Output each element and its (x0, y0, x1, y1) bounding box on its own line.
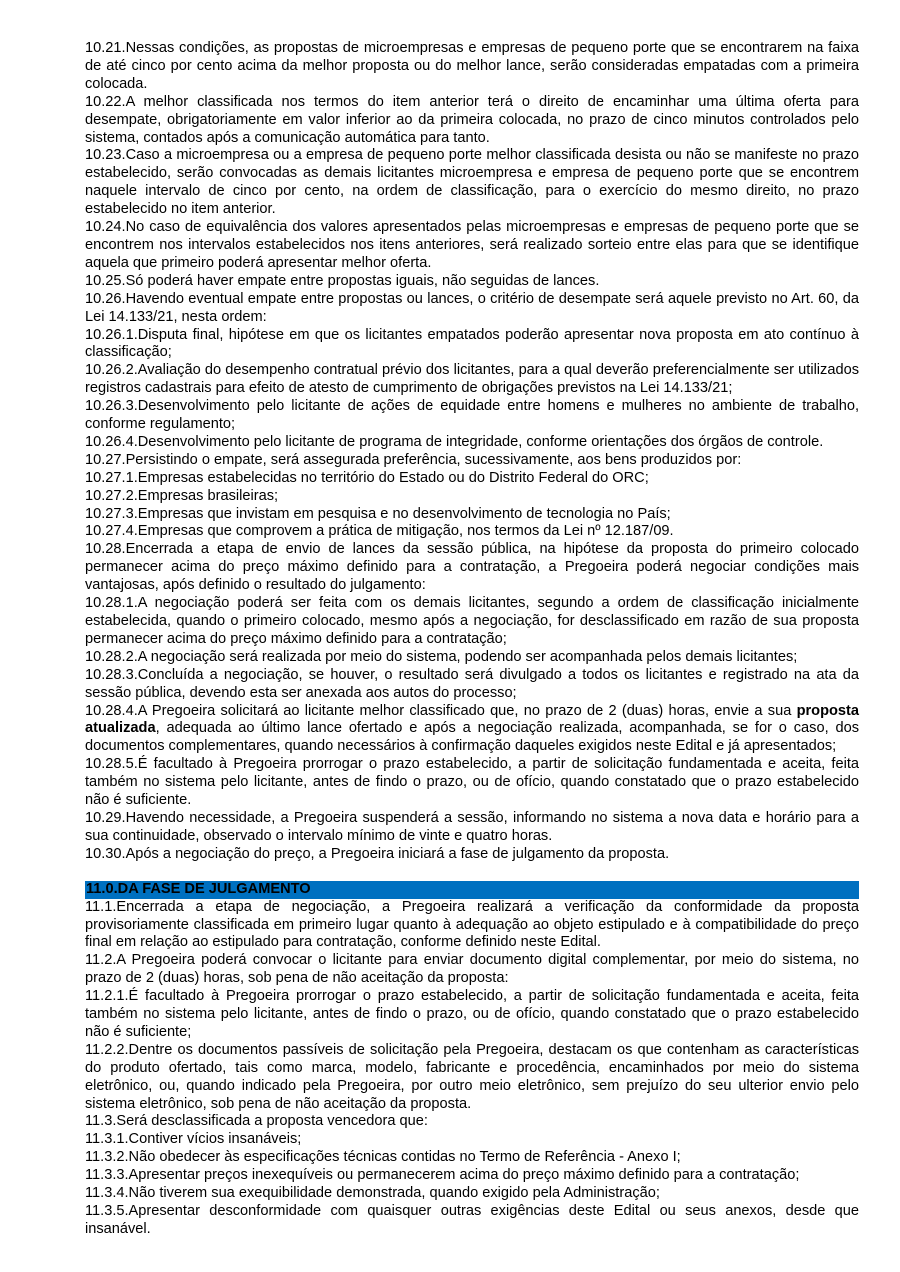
document-page (85, 40, 859, 1239)
section-11-items (85, 899, 859, 1239)
paragraph: 10.27.3.Empresas que invistam em pesquisa e no desenvolvimento de tecnologia no País; (85, 505, 671, 522)
paragraph: 11.2.A Pregoeira poderá convocar o licitante para enviar documento digital complementar, por meio do sistema, no prazo de 2 (duas) horas, sob pena de não aceitação da proposta: (85, 952, 859, 987)
paragraph: 10.27.1.Empresas estabelecidas no território do Estado ou do Distrito Federal do ORC; (85, 469, 649, 486)
section-heading: 11.0.DA FASE DE JULGAMENTO (85, 881, 859, 899)
paragraph: 10.28.2.A negociação será realizada por meio do sistema, podendo ser acompanhada pelos demais licitantes; (85, 648, 798, 665)
section-10-items (85, 40, 859, 703)
paragraph: 11.3.2.Não obedecer às especificações técnicas contidas no Termo de Referência - Anexo I; (85, 1149, 681, 1166)
paragraph: 10.28.Encerrada a etapa de envio de lances da sessão pública, na hipótese da proposta do primeiro colocado permanecer acima do preço máximo definido para a contratação, a Pregoeira poderá negociar condições mais vantajosas, após definido o resultado do julgamento: (85, 541, 859, 594)
paragraph: 11.2.1.É facultado à Pregoeira prorrogar o prazo estabelecido, a partir de solicitação fundamentada e aceita, feita também no sistema pelo licitante, antes de findo o prazo, ou de ofício, quando constatado que o prazo estabelecido não é suficiente; (85, 988, 859, 1040)
paragraph: 10.26.Havendo eventual empate entre propostas ou lances, o critério de desempate será aquele previsto no Art. 60, da Lei 14.133/21, nesta ordem: (85, 290, 859, 325)
paragraph: 10.25.Só poderá haver empate entre propostas iguais, não seguidas de lances. (85, 272, 600, 289)
paragraph: 10.28.5.É facultado à Pregoeira prorrogar o prazo estabelecido, a partir de solicitação fundamentada e aceita, feita também no sistema pelo licitante, antes de findo o prazo, ou de ofício, quando constatado que o prazo estabelecido não é suficiente. (85, 756, 859, 809)
paragraph: 10.26.2.Avaliação do desempenho contratual prévio dos licitantes, para a qual deverão preferencialmente ser utilizados registros cadastrais para efeito de atesto de cumprimento de obrigações previstos na Lei 14.133/21; (85, 362, 859, 397)
bold-text: proposta atualizada (85, 702, 859, 737)
paragraph: 10.29.Havendo necessidade, a Pregoeira suspenderá a sessão, informando no sistema a nova data e horário para a sua continuidade, observado o intervalo mínimo de vinte e quatro horas. (85, 809, 859, 844)
paragraph: 10.26.3.Desenvolvimento pelo licitante de ações de equidade entre homens e mulheres no ambiente de trabalho, conforme regulamento; (85, 398, 859, 433)
paragraph: 10.27.2.Empresas brasileiras; (85, 487, 279, 504)
paragraph: 11.3.1.Contiver vícios insanáveis; (85, 1131, 302, 1148)
paragraph: 10.28.1.A negociação poderá ser feita com os demais licitantes, segundo a ordem de classificação inicialmente estabelecida, quando o primeiro colocado, mesmo após a negociação, for desclassificado em razão de sua proposta permanecer acima do preço máximo definido para a contratação; (85, 595, 859, 647)
paragraph: 11.1.Encerrada a etapa de negociação, a Pregoeira realizará a verificação da conformidade da proposta provisoriamente classificada em primeiro lugar quanto à adequação ao objeto estipulado e à compatibilidade do preço final em relação ao estipulado para contratação, conforme definido neste Edital. (85, 898, 859, 951)
paragraph: 10.26.4.Desenvolvimento pelo licitante de programa de integridade, conforme orientações dos órgãos de controle. (85, 433, 824, 450)
paragraph: 10.22.A melhor classificada nos termos do item anterior terá o direito de encaminhar uma última oferta para desempate, obrigatoriamente em valor inferior ao da primeira colocada, no prazo de cinco minutos controlados pelo sistema, contados após a comunicação automática para tanto. (85, 93, 859, 146)
paragraph: 10.23.Caso a microempresa ou a empresa de pequeno porte melhor classificada desista ou não se manifeste no prazo estabelecido, serão convocadas as demais licitantes microempresa e empresa de pequeno porte que se encontrem naquele intervalo de cinco por cento, na ordem de classificação, para o exercício do mesmo direito, no prazo estabelecido no item anterior. (85, 147, 859, 218)
spacer (85, 864, 859, 881)
paragraph: 11.3.4.Não tiverem sua exequibilidade demonstrada, quando exigido pela Administração; (85, 1185, 660, 1202)
paragraph: 11.3.5.Apresentar desconformidade com quaisquer outras exigências deste Edital ou seus anexos, desde que insanável. (85, 1203, 859, 1237)
paragraph: 11.2.2.Dentre os documentos passíveis de solicitação pela Pregoeira, destacam os que contenham as características do produto ofertado, tais como marca, modelo, fabricante e procedência, encaminhados por meio do sistema eletrônico, ou, quando indicado pela Pregoeira, por outro meio eletrônico, sem prejuízo do seu ulterior envio pelo sistema eletrônico, sob pena de não aceitação da proposta. (85, 1041, 859, 1112)
paragraph-10-28-4 (85, 703, 859, 757)
paragraph: 11.3.Será desclassificada a proposta vencedora que: (85, 1113, 428, 1130)
paragraph: 10.24.No caso de equivalência dos valores apresentados pelas microempresas e empresas de pequeno porte que se encontrem nos intervalos estabelecidos nos itens anteriores, será realizado sorteio entre elas para que se identifique aquela que primeiro poderá apresentar melhor oferta. (85, 219, 859, 271)
paragraph: 10.27.Persistindo o empate, será assegurada preferência, sucessivamente, aos bens produzidos por: (85, 451, 742, 468)
paragraph: 10.30.Após a negociação do preço, a Pregoeira iniciará a fase de julgamento da proposta. (85, 845, 670, 862)
paragraph: 10.27.4.Empresas que comprovem a prática de mitigação, nos termos da Lei nº 12.187/09. (85, 523, 674, 540)
section-10-end-items (85, 756, 859, 863)
paragraph: 10.28.3.Concluída a negociação, se houver, o resultado será divulgado a todos os licitantes e registrado na ata da sessão pública, devendo esta ser anexada aos autos do processo; (85, 666, 859, 701)
paragraph: 10.21.Nessas condições, as propostas de microempresas e empresas de pequeno porte que se encontrarem na faixa de até cinco por cento acima da melhor proposta ou do melhor lance, serão consideradas empatadas com a primeira colocada. (85, 40, 859, 92)
paragraph-text: 10.28.4.A Pregoeira solicitará ao licitante melhor classificado que, no prazo de 2 (duas) horas, envie a sua (85, 702, 797, 719)
paragraph: 11.3.3.Apresentar preços inexequíveis ou permanecerem acima do preço máximo definido para a contratação; (85, 1167, 800, 1184)
paragraph-text: , adequada ao último lance ofertado e após a negociação realizada, acompanhada, se for o caso, dos documentos complementares, quando necessários à confirmação daqueles exigidos neste Edital e já apresentados; (85, 720, 859, 755)
paragraph: 10.26.1.Disputa final, hipótese em que os licitantes empatados poderão apresentar nova proposta em ato contínuo à classificação; (85, 326, 859, 361)
